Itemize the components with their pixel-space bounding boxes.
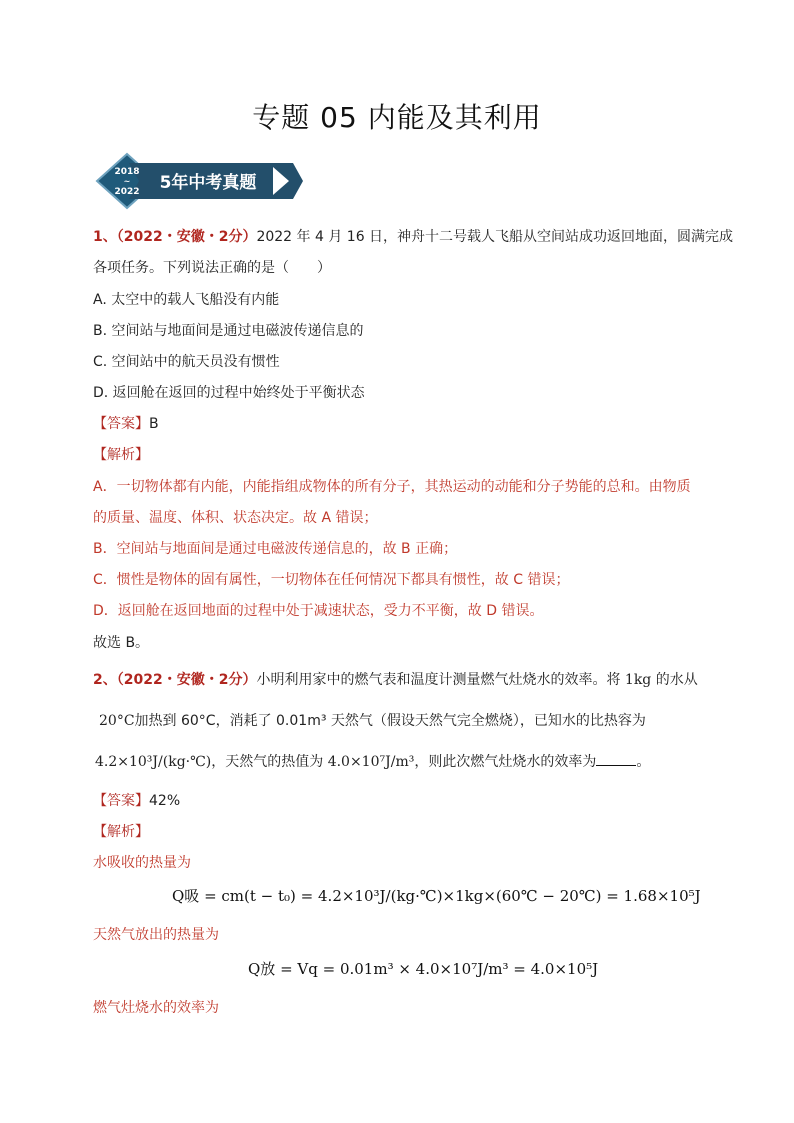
q2-stem-text3d: ，则此次燃气灶烧水的效率为 bbox=[414, 754, 597, 770]
section-banner bbox=[93, 152, 303, 210]
q1-stem-line2: 各项任务。下列说法正确的是（ ） bbox=[93, 260, 331, 276]
q1-option-a: A. 太空中的载人飞船没有内能 bbox=[93, 292, 280, 308]
q2-answer bbox=[93, 790, 180, 810]
q1-prefix: 1、（2022・安徽・2分） bbox=[93, 229, 257, 245]
q2-stem-text1a: 小明利用家中的燃气表和温度计测量燃气灶烧水的效率。将 bbox=[256, 672, 625, 688]
page-title: 专题 05 内能及其利用 bbox=[252, 101, 542, 134]
q2-stem-line3 bbox=[95, 751, 650, 771]
q2-answer-value: 42% bbox=[149, 793, 181, 809]
banner-label: 5年中考真题 bbox=[159, 173, 257, 193]
q2-stem-mass: 1kg bbox=[624, 672, 652, 688]
q2-answer-label: 【答案】 bbox=[93, 793, 149, 809]
q1-answer bbox=[93, 413, 159, 433]
q1-option-d: D. 返回舱在返回的过程中始终处于平衡状态 bbox=[93, 385, 365, 401]
q2-analysis-label: 【解析】 bbox=[93, 824, 149, 840]
q1-option-c: C. 空间站中的航天员没有惯性 bbox=[93, 354, 280, 370]
q1-analysis-line5: D．返回舱在返回地面的过程中处于减速状态，受力不平衡，故 D 错误。 bbox=[93, 603, 544, 619]
q2-step1: 水吸收的热量为 bbox=[93, 855, 191, 871]
q1-option-b: B. 空间站与地面间是通过电磁波传递信息的 bbox=[93, 323, 364, 339]
q2-prefix: 2、（2022・安徽・2分） bbox=[93, 672, 257, 688]
banner-year-top: 2018 bbox=[114, 167, 140, 177]
q1-analysis-line1: A．一切物体都有内能，内能指组成物体的所有分子，其热运动的动能和分子势能的总和。由物质 bbox=[93, 479, 691, 495]
q2-stem-temp: 20°C bbox=[99, 713, 135, 729]
q2-stem-line1 bbox=[93, 669, 698, 689]
q2-stem-text3e: 。 bbox=[636, 754, 651, 770]
q1-analysis-line2: 的质量、温度、体积、状态决定。故 A 错误； bbox=[93, 510, 378, 526]
q1-analysis-line4: C．惯性是物体的固有属性，一切物体在任何情况下都具有惯性，故 C 错误； bbox=[93, 572, 570, 588]
q2-equation2: Q放 = Vq = 0.01m³ × 4.0×10⁷J/m³ = 4.0×10⁵J bbox=[248, 960, 599, 978]
q2-answer-blank bbox=[596, 753, 636, 766]
q1-analysis-label: 【解析】 bbox=[93, 447, 149, 463]
q1-answer-label: 【答案】 bbox=[93, 416, 149, 432]
q2-stem-text1b: 的水从 bbox=[651, 672, 698, 688]
banner-year-mid: ~ bbox=[123, 177, 131, 186]
q1-stem-text1: 2022 年 4 月 16 日，神舟十二号载人飞船从空间站成功返回地面，圆满完成 bbox=[256, 229, 734, 245]
banner-graphic bbox=[93, 152, 303, 210]
q1-answer-value: B bbox=[149, 416, 159, 432]
q2-stem-line2 bbox=[99, 710, 646, 730]
banner-year-bottom: 2022 bbox=[114, 187, 140, 197]
q2-step2: 天然气放出的热量为 bbox=[93, 927, 219, 943]
q2-stem-text3b: ，天然气的热值为 bbox=[211, 754, 328, 770]
q2-stem-text2b: 加热到 60°C，消耗了 0.01m³ 天然气（假设天然气完全燃烧），已知水的比热容为 bbox=[134, 713, 646, 729]
q2-specific-heat: 4.2×10³J/(kg·℃) bbox=[95, 754, 212, 770]
q1-conclusion: 故选 B。 bbox=[93, 635, 150, 651]
q2-equation1: Q吸 = cm(t − t₀) = 4.2×10³J/(kg·℃)×1kg×(60℃ − 20℃) = 1.68×10⁵J bbox=[172, 887, 701, 905]
q2-heat-value: 4.0×10⁷J/m³ bbox=[327, 754, 415, 770]
q1-stem-line1 bbox=[93, 226, 733, 246]
q2-step3: 燃气灶烧水的效率为 bbox=[93, 1000, 219, 1016]
q1-analysis-line3: B．空间站与地面间是通过电磁波传递信息的，故 B 正确； bbox=[93, 541, 458, 557]
